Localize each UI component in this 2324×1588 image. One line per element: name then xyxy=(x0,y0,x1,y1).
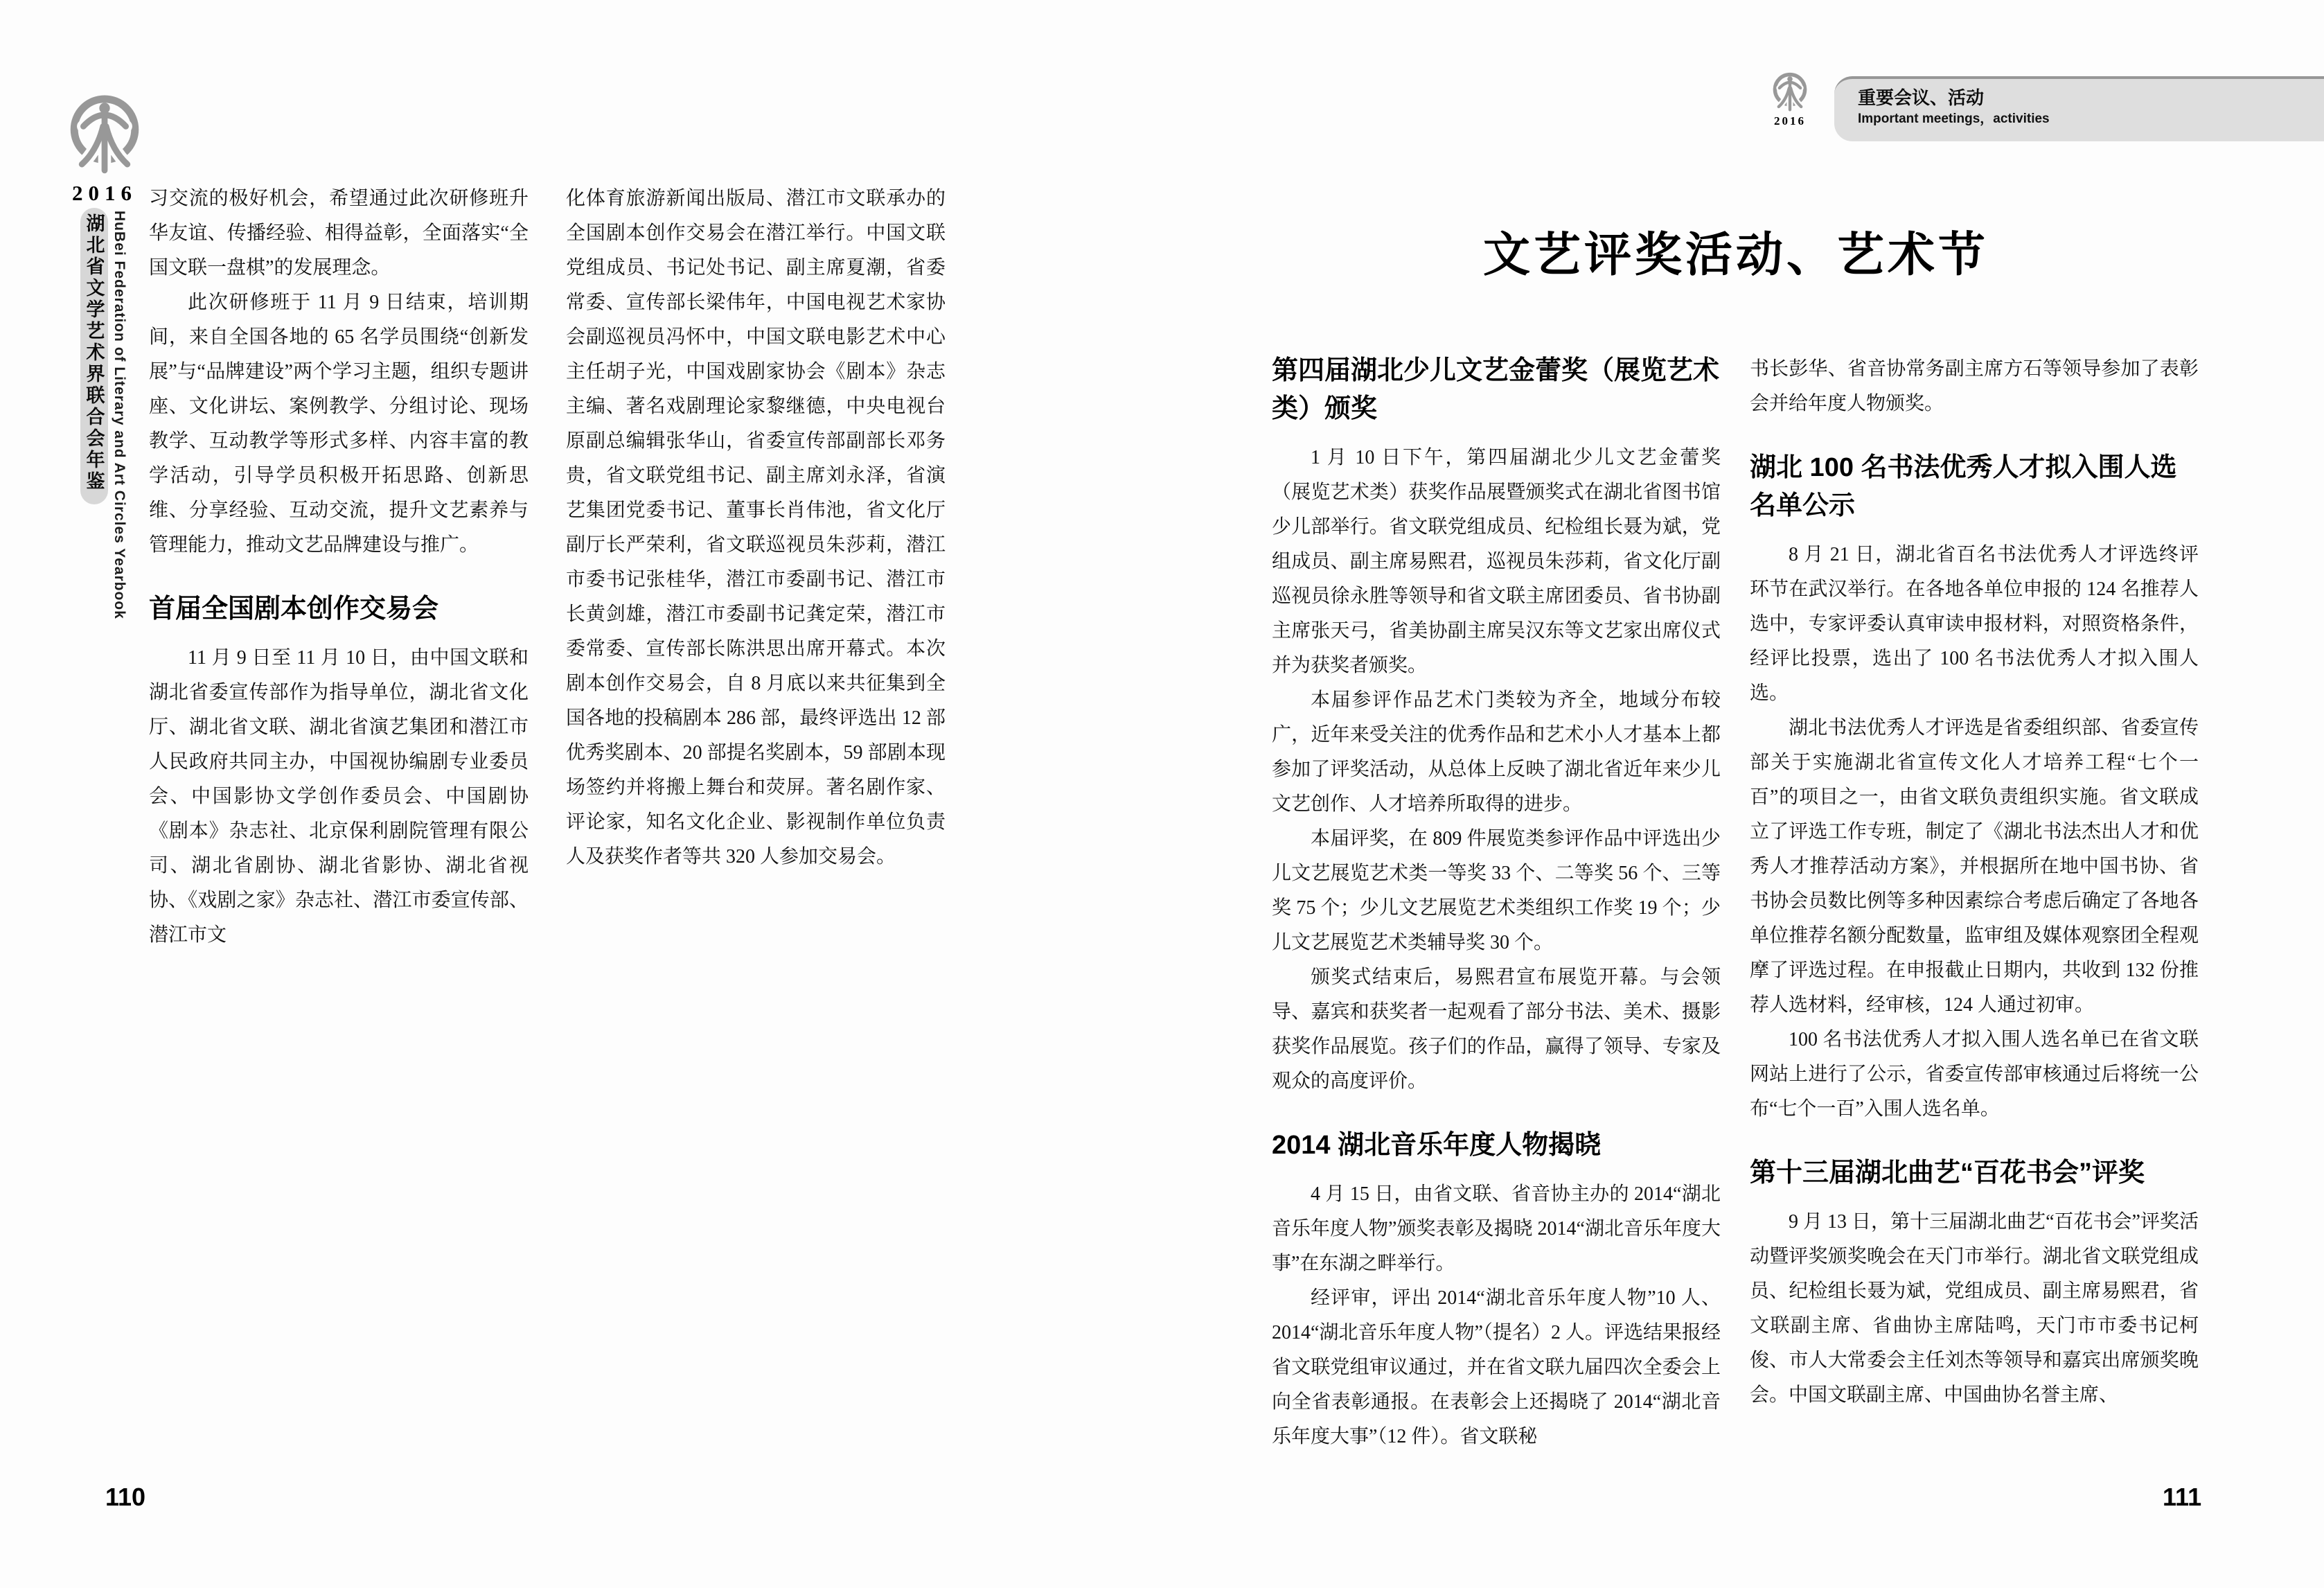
section-heading-music-person: 2014 湖北音乐年度人物揭晓 xyxy=(1272,1131,1602,1160)
federation-emblem-icon xyxy=(66,91,143,179)
running-header-en: Important meetings，activities xyxy=(1858,112,2050,126)
right-column-2 xyxy=(1750,352,2199,1413)
running-header xyxy=(1834,76,2324,141)
paragraph: 书长彭华、省音协常务副主席方石等领导参加了表彰会并给年度人物颁奖。 xyxy=(1750,358,2199,414)
right-logo-block xyxy=(1768,71,1812,128)
paragraph: 11 月 9 日至 11 月 10 日，由中国文联和湖北省委宣传部作为指导单位，湖北省文化厅、湖北省文联、湖北省演艺集团和潜江市人民政府共同主办，中国视协编剧专业委员会、中国影协文学创作委员会、中国剧协《剧本》杂志社、北京保利剧院管理有限公司、湖北省剧协、湖北省影协、湖北省视协、《戏剧之家》杂志社、潜江市委宣传部、潜江市文 xyxy=(149,647,529,946)
running-header-cn: 重要会议、活动 xyxy=(1858,87,1985,108)
page-title: 文艺评奖活动、艺术节 xyxy=(1482,229,1989,281)
page-number-right: 111 xyxy=(2163,1483,2202,1511)
section-heading-quyi-award: 第十三届湖北曲艺“百花书会”评奖 xyxy=(1750,1158,2145,1188)
page-number-left: 110 xyxy=(105,1483,146,1511)
paragraph: 本届参评作品艺术门类较为齐全，地域分布较广，近年来受关注的优秀作品和艺术小人才基本上都参加了评奖活动，从总体上反映了湖北省近年来少儿文艺创作、人才培养所取得的进步。 xyxy=(1272,689,1721,815)
paragraph: 化体育旅游新闻出版局、潜江市文联承办的全国剧本创作交易会在潜江举行。中国文联党组成员、书记处书记、副主席夏潮，省委常委、宣传部长梁伟年，中国电视艺术家协会副巡视员冯怀中，中国文联电影艺术中心主任胡子光，中国戏剧家协会《剧本》杂志主编、著名戏剧理论家黎继德，中央电视台原副总编辑张华山，省委宣传部副部长邓务贵，省文联党组书记、副主席刘永泽，省演艺集团党委书记、董事长肖伟池，省文化厅副厅长严荣利，省文联巡视员朱莎莉，潜江市委书记张桂华，潜江市委副书记、潜江市长黄剑雄，潜江市委副书记龚定荣，潜江市委常委、宣传部长陈洪思出席开幕式。本次剧本创作交易会，自 8 月底以来共征集到全国各地的投稿剧本 286 部，最终评选出 12 部优秀奖剧本、20 部提名奖剧本，59 部剧本现场签约并将搬上舞台和荧屏。著名剧作家、评论家，知名文化企业、影视制作单位负责人及获奖作者等共 320 人参加交易会。 xyxy=(566,188,946,867)
federation-emblem-icon xyxy=(1771,71,1809,114)
section-heading-calligraphy-talents: 湖北 100 名书法优秀人才拟入围人选名单公示 xyxy=(1750,453,2177,520)
paragraph: 湖北书法优秀人才评选是省委组织部、省委宣传部关于实施湖北省宣传文化人才培养工程“七个一百”的项目之一，由省文联负责组织实施。省文联成立了评选工作专班，制定了《湖北书法杰出人才和优秀人才推荐活动方案》，并根据所在地中国书协、省书协会员数比例等多种因素综合考虑后确定了各地各单位推荐名额分配数量，监审组及媒体观察团全程观摩了评选过程。在申报截止日期内，共收到 132 份推荐人选材料，经审核，124 人通过初审。 xyxy=(1750,717,2199,1016)
paragraph: 100 名书法优秀人才拟入围人选名单已在省文联网站上进行了公示，省委宣传部审核通过后将统一公布“七个一百”入围人选名单。 xyxy=(1750,1029,2199,1120)
left-column-1 xyxy=(149,182,529,953)
paragraph: 此次研修班于 11 月 9 日结束，培训期间，来自全国各地的 65 名学员围绕“创新发展”与“品牌建设”两个学习主题，组织专题讲座、文化讲坛、案例教学、分组讨论、现场教学、互动教学等形式多样、内容丰富的教学活动，引导学员积极开拓思路、创新思维、分享经验、互动交流，提升文艺素养与管理能力，推动文艺品牌建设与推广。 xyxy=(149,292,529,556)
left-logo-year: 2016 xyxy=(72,181,137,205)
right-logo-year: 2016 xyxy=(1774,114,1806,127)
series-title-en: HuBei Federation of Literary and Art Circles Yearbook xyxy=(112,211,127,619)
section-heading-golden-bud-award: 第四届湖北少儿文艺金蕾奖（展览艺术类）颁奖 xyxy=(1272,356,1720,423)
paragraph: 习交流的极好机会，希望通过此次研修班升华友谊、传播经验、相得益彰，全面落实“全国文联一盘棋”的发展理念。 xyxy=(149,188,529,279)
paragraph: 本届评奖，在 809 件展览类参评作品中评选出少儿文艺展览艺术类一等奖 33 个、二等奖 56 个、三等奖 75 个；少儿文艺展览艺术类组织工作奖 19 个；少儿文艺展览艺术类辅导奖 30 个。 xyxy=(1272,828,1721,953)
left-logo-block xyxy=(66,91,143,206)
paragraph: 4 月 15 日，由省文联、省音协主办的 2014“湖北音乐年度人物”颁奖表彰及揭晓 2014“湖北音乐年度大事”在东湖之畔举行。 xyxy=(1272,1183,1721,1274)
left-column-2 xyxy=(566,182,946,874)
paragraph: 9 月 13 日，第十三届湖北曲艺“百花书会”评奖活动暨评奖颁奖晚会在天门市举行。湖北省文联党组成员、纪检组长聂为斌，党组成员、副主席易熙君，省文联副主席、省曲协主席陆鸣，天门市市委书记柯俊、市人大常委会主任刘杰等领导和嘉宾出席颁奖晚会。中国文联副主席、中国曲协名誉主席、 xyxy=(1750,1211,2199,1406)
right-column-1 xyxy=(1272,352,1721,1454)
paragraph: 1 月 10 日下午，第四届湖北少儿文艺金蕾奖（展览艺术类）获奖作品展暨颁奖式在湖北省图书馆少儿部举行。省文联党组成员、纪检组长聂为斌，党组成员、副主席易熙君，巡视员朱莎莉，省文化厅副巡视员徐永胜等领导和省文联主席团委员、省书协副主席张天弓，省美协副主席吴汉东等文艺家出席仪式并为获奖者颁奖。 xyxy=(1272,447,1721,676)
series-title-band xyxy=(80,208,108,504)
series-title-cn: 湖北省文学艺术界联合会年鉴 xyxy=(83,213,105,493)
paragraph: 经评审，评出 2014“湖北音乐年度人物”10 人、2014“湖北音乐年度人物”（提名）2 人。评选结果报经省文联党组审议通过，并在省文联九届四次全委会上向全省表彰通报。在表彰会上还揭晓了 2014“湖北音乐年度大事”（12 件）。省文联秘 xyxy=(1272,1287,1721,1447)
section-heading-script-fair: 首届全国剧本创作交易会 xyxy=(149,594,439,624)
paragraph: 颁奖式结束后，易熙君宣布展览开幕。与会领导、嘉宾和获奖者一起观看了部分书法、美术、摄影获奖作品展览。孩子们的作品，赢得了领导、专家及观众的高度评价。 xyxy=(1272,967,1721,1092)
paragraph: 8 月 21 日，湖北省百名书法优秀人才评选终评环节在武汉举行。在各地各单位申报的 124 名推荐人选中，专家评委认真审读申报材料，对照资格条件，经评比投票，选出了 100 名书法优秀人才拟入围人选。 xyxy=(1750,544,2199,704)
